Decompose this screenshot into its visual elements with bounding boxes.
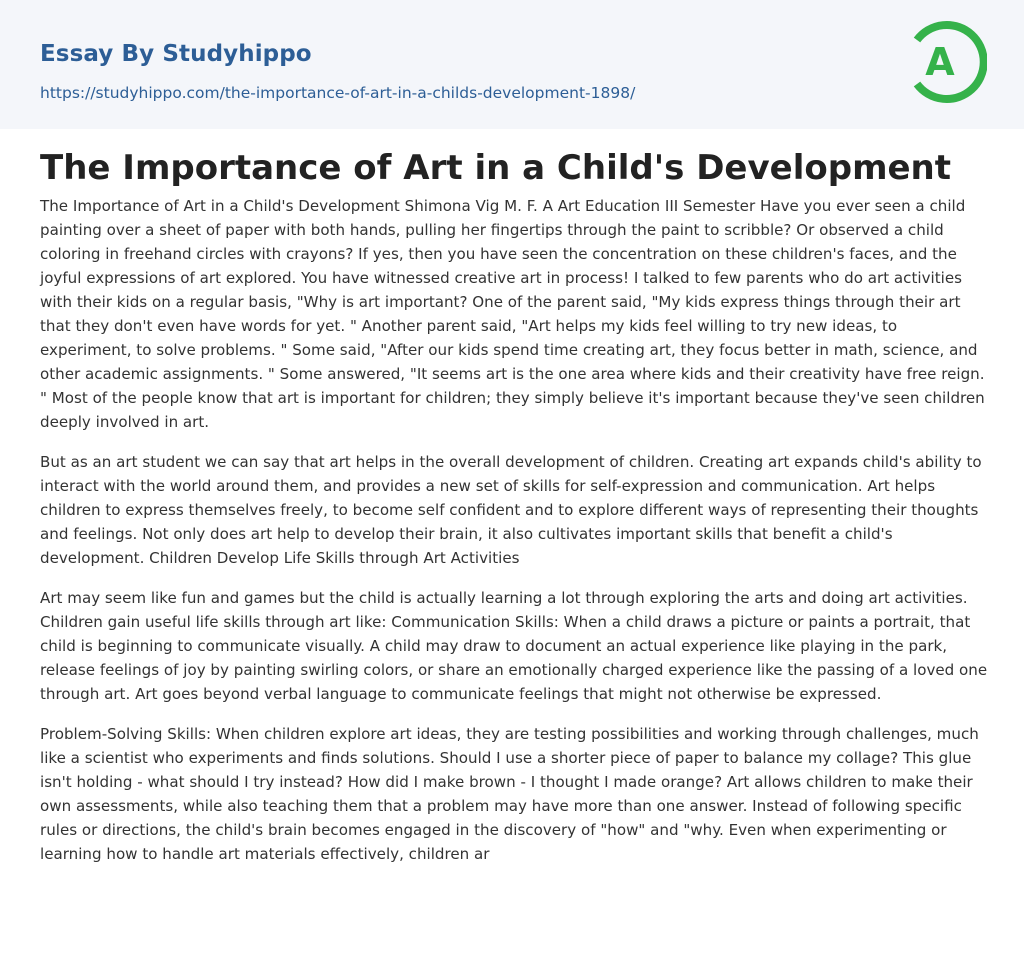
essay-url-link[interactable]: https://studyhippo.com/the-importance-of-art-in-a-childs-development-1898/ — [40, 84, 636, 102]
studyhippo-logo-icon[interactable] — [911, 18, 987, 106]
essay-title: The Importance of Art in a Child's Development — [40, 148, 952, 188]
site-header — [0, 0, 1024, 129]
logo-letter: A — [925, 40, 955, 84]
essay-paragraph: But as an art student we can say that art helps in the overall development of children. Creating art expands child's ability to interact with the world around them, and provides a new set of skills for self-expression and communication. Art helps children to express themselves freely, to become self confident and to explore different ways of representing their thoughts and feelings. Not only does art help to develop their brain, it also cultivates important skills that benefit a child's development. Children Develop Life Skills through Art Activities — [40, 453, 982, 567]
essay-paragraph: The Importance of Art in a Child's Development Shimona Vig M. F. A Art Education III Semester Have you ever seen a child painting over a sheet of paper with both hands, pulling her fingertips through the paint to scribble? Or observed a child coloring in freehand circles with crayons? If yes, then you have seen the concentration on these children's faces, and the joyful expressions of art explored. You have witnessed creative art in process! I talked to few parents who do art activities with their kids on a regular basis, "Why is art important? One of the parent said, "My kids express things through their art that they don't even have words for yet. " Another parent said, "Art helps my kids feel willing to try new ideas, to experiment, to solve problems. " Some said, "After our kids spend time creating art, they focus better in math, science, and other academic assignments. " Some answered, "It seems art is the one area where kids and their creativity have free reign. " Most of the people know that art is important for children; they simply believe it's important because they've seen children deeply involved in art. — [40, 197, 985, 431]
site-brand[interactable]: Essay By Studyhippo — [40, 41, 312, 67]
essay-paragraph: Problem-Solving Skills: When children explore art ideas, they are testing possibilities and working through challenges, much like a scientist who experiments and finds solutions. Should I use a shorter piece of paper to balance my collage? This glue isn't holding - what should I try instead? How did I make brown - I thought I made orange? Art allows children to make their own assessments, while also teaching them that a problem may have more than one answer. Instead of following specific rules or directions, the child's brain becomes engaged in the discovery of "how" and "why. Even when experimenting or learning how to handle art materials effectively, children ar — [40, 725, 979, 863]
essay-body — [40, 194, 988, 882]
essay-paragraph: Art may seem like fun and games but the child is actually learning a lot through exploring the arts and doing art activities. Children gain useful life skills through art like: Communication Skills: When a child draws a picture or paints a portrait, that child is beginning to communicate visually. A child may draw to document an actual experience like playing in the park, release feelings of joy by painting swirling colors, or share an emotionally charged experience like the passing of a loved one through art. Art goes beyond verbal language to communicate feelings that might not otherwise be expressed. — [40, 589, 988, 703]
